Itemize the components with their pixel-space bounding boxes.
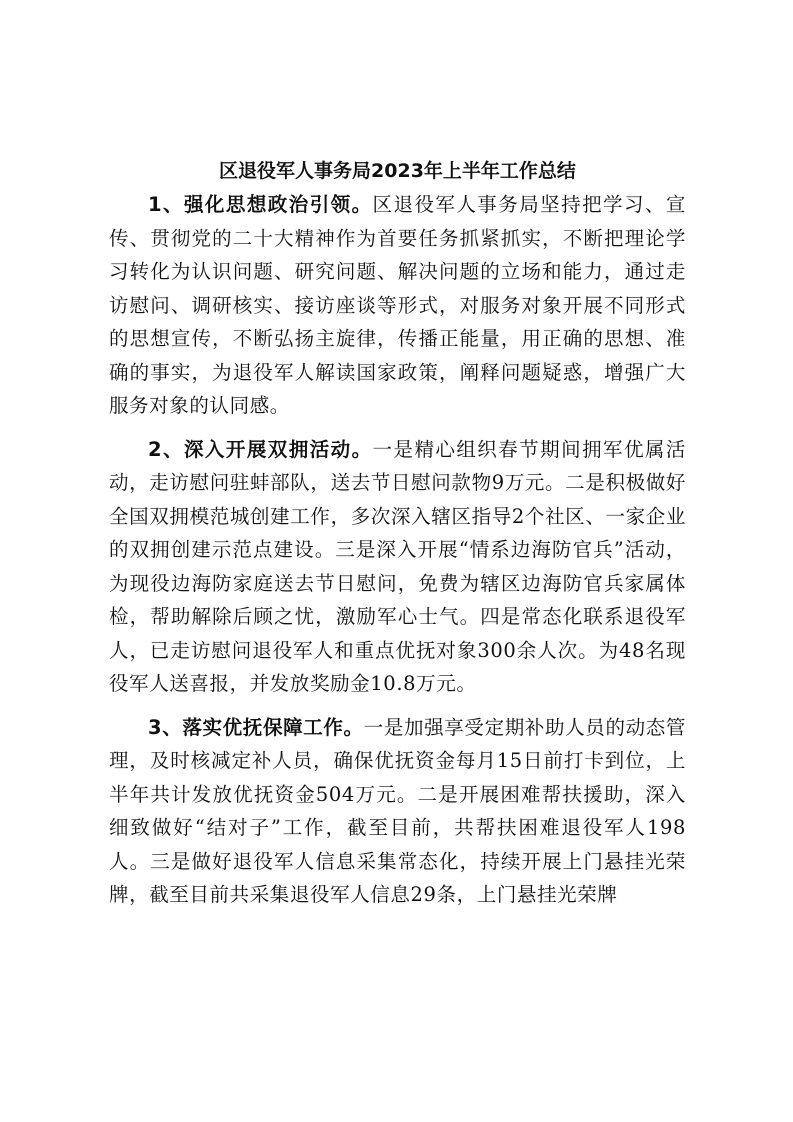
section-body: 区退役军人事务局坚持把学习、宣传、贯彻党的二十大精神作为首要任务抓紧抓实，不断把理论学习转化为认识问题、研究问题、解决问题的立场和能力，通过走访慰问、调研核实、接访座谈等形式，对服务对象开展不同形式的思想宣传，不断弘扬主旋律，传播正能量，用正确的思想、准确的事实，为退役军人解读国家政策，阐释问题疑惑，增强广大服务对象的认同感。 [109, 193, 686, 417]
section-double-support [109, 433, 686, 701]
document-title: 区退役军人事务局2023年上半年工作总结 [219, 160, 576, 182]
section-political-guidance [109, 188, 686, 423]
section-body: 一是精心组织春节期间拥军优属活动，走访慰问驻蚌部队，送去节日慰问款物9万元。二是积极做好全国双拥模范城创建工作，多次深入辖区指导2个社区、一家企业的双拥创建示范点建设。三是深入开展“情系边海防官兵”活动，为现役边海防家庭送去节日慰问，免费为辖区边海防官兵家属体检，帮助解除后顾之忧，激励军心士气。四是常态化联系退役军人，已走访慰问退役军人和重点优抚对象300余人次。为48名现役军人送喜报，并发放奖励金10.8万元。 [109, 437, 686, 695]
section-preferential-care [109, 711, 686, 912]
section-body: 一是加强享受定期补助人员的动态管理，及时核减定补人员，确保优抚资金每月15日前打卡到位，上半年共计发放优抚资金504万元。二是开展困难帮扶援助，深入细致做好“结对子”工作，截至目前，共帮扶困难退役军人198人。三是做好退役军人信息采集常态化，持续开展上门悬挂光荣牌，截至目前共采集退役军人信息29条，上门悬挂光荣牌 [109, 715, 686, 906]
document-page [109, 156, 686, 912]
section-heading: 2、深入开展双拥活动。 [148, 437, 373, 461]
section-heading: 1、强化思想政治引领。 [148, 193, 373, 216]
section-heading: 3、落实优抚保障工作。 [148, 715, 364, 739]
